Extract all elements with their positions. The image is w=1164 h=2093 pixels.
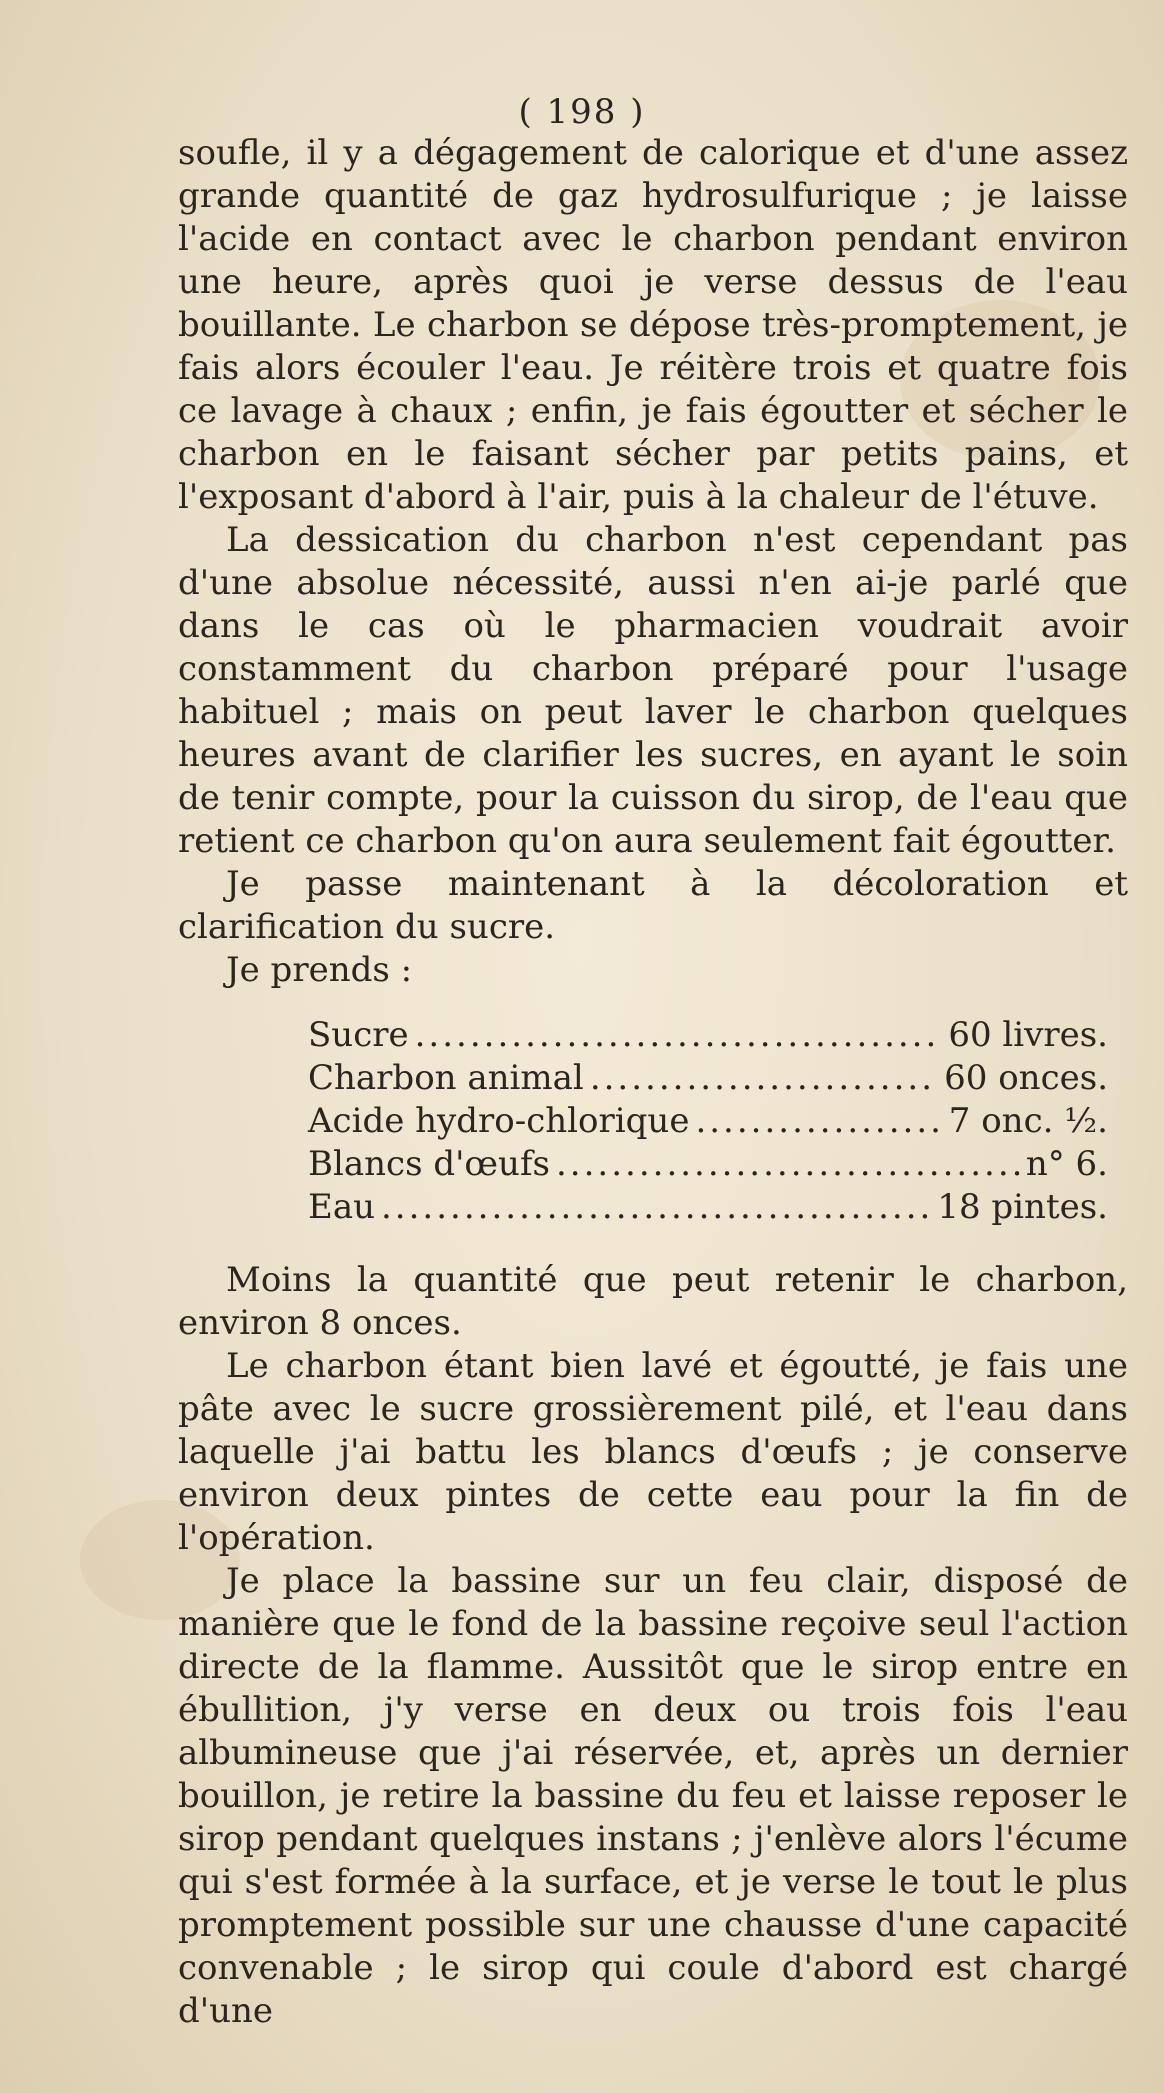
recipe-list (178, 1014, 1128, 1229)
recipe-item: Blancs d'œufs (308, 1144, 550, 1184)
paragraph-2: La dessication du charbon n'est cependant pas d'une absolue nécessité, aussi n'en ai-je parlé que dans le cas où le pharmacien voudrait avoir constamment du charbon préparé pour l'usage habituel ; mais on peut laver le charbon quelques heures avant de clarifier les sucres, en ayant le soin de tenir compte, pour la cuisson du sirop, de l'eau que retient ce charbon qu'on aura seulement fait égoutter. (178, 520, 1128, 861)
leader-dots (415, 1014, 943, 1057)
body-text (178, 132, 1128, 2033)
paragraph-7: Je place la bassine sur un feu clair, disposé de manière que le fond de la bassine reçoive seul l'action directe de la flamme. Aussitôt que le sirop entre en ébullition, j'y verse en deux ou trois fois l'eau albumineuse que j'ai réservée, et, après un dernier bouillon, je retire la bassine du feu et laisse reposer le sirop pendant quelques instans ; j'enlève alors l'écume qui s'est formée à la surface, et je verse le tout le plus promptement possible sur une chausse d'une capacité convenable ; le sirop qui coule d'abord est chargé d'une (178, 1561, 1128, 2031)
recipe-row (308, 1100, 1108, 1143)
recipe-quantity: 7 onc. ½. (948, 1101, 1108, 1141)
recipe-item: Sucre (308, 1015, 409, 1055)
paragraph-6: Le charbon étant bien lavé et égoutté, je fais une pâte avec le sucre grossièrement pilé, et l'eau dans laquelle j'ai battu les blancs d'œufs ; je conserve environ deux pintes de cette eau pour la fin de l'opération. (178, 1346, 1128, 1558)
paragraph-3: Je passe maintenant à la décoloration et clarification du sucre. (178, 864, 1128, 947)
recipe-row (308, 1014, 1108, 1057)
leader-dots (590, 1057, 938, 1100)
paragraph-1: soufle, il y a dégagement de calorique et d'une assez grande quantité de gaz hydrosulfurique ; je laisse l'acide en contact avec le charbon pendant environ une heure, après quoi je verse dessus de l'eau bouillante. Le charbon se dépose très-promptement, je fais alors écouler l'eau. Je réitère trois et quatre fois ce lavage à chaux ; enfin, je fais égoutter et sécher le charbon en le faisant sécher par petits pains, et l'exposant d'abord à l'air, puis à la chaleur de l'étuve. (178, 133, 1128, 517)
leader-dots (695, 1100, 942, 1143)
recipe-row (308, 1186, 1108, 1229)
leader-dots (381, 1186, 931, 1229)
recipe-row (308, 1057, 1108, 1100)
recipe-item: Eau (308, 1187, 375, 1227)
paragraph-4: Je prends : (226, 950, 413, 990)
recipe-item: Charbon animal (308, 1058, 584, 1098)
recipe-quantity: n° 6. (1025, 1144, 1108, 1184)
recipe-row (308, 1143, 1108, 1186)
recipe-quantity: 18 pintes. (937, 1187, 1108, 1227)
leader-dots (556, 1143, 1020, 1186)
recipe-quantity: 60 livres. (948, 1015, 1108, 1055)
recipe-quantity: 60 onces. (944, 1058, 1108, 1098)
page-number: ( 198 ) (518, 92, 646, 132)
recipe-item: Acide hydro-chlorique (308, 1101, 690, 1141)
paragraph-5: Moins la quantité que peut retenir le charbon, environ 8 onces. (178, 1260, 1128, 1343)
